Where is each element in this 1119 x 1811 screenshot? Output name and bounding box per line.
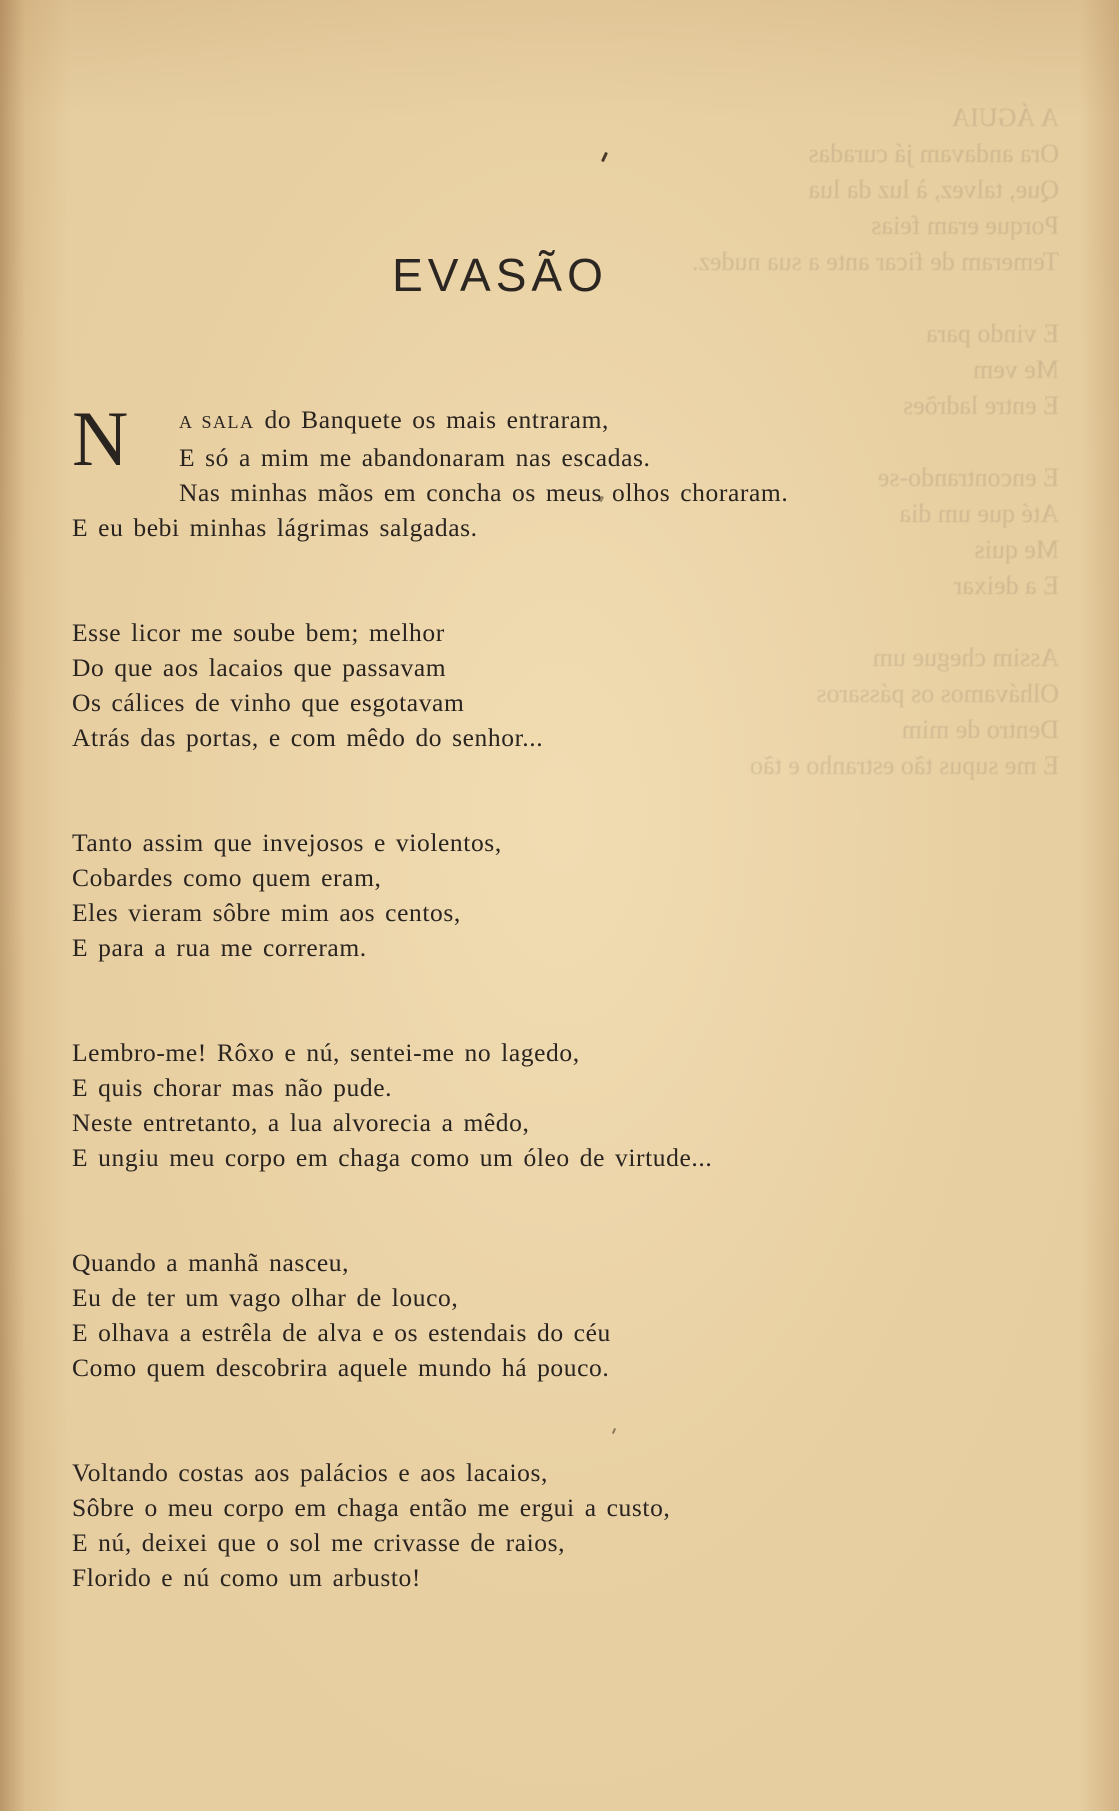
poem-line: Do que aos lacaios que passavam — [72, 653, 447, 682]
stanza — [72, 395, 1072, 545]
poem-line: Esse licor me soube bem; melhor — [72, 618, 445, 647]
poem-line: Tanto assim que invejosos e violentos, — [72, 828, 502, 857]
poem-line: E para a rua me correram. — [72, 933, 367, 962]
bleed-line: Me quis — [974, 535, 1059, 564]
poem-body — [72, 395, 1072, 1595]
bleed-line: Olhávamos os pássaros — [816, 679, 1059, 708]
bleed-line: Assim chegue um — [872, 643, 1059, 672]
stanza — [72, 1035, 1072, 1175]
small-caps-opening: A SALA — [179, 412, 255, 432]
bleed-line: E me supus tão estranho e tão — [749, 751, 1059, 780]
stanza — [72, 1455, 1072, 1595]
stanza — [72, 1245, 1072, 1385]
poem-line: Eu de ter um vago olhar de louco, — [72, 1283, 459, 1312]
poem-line: Neste entretanto, a lua alvorecia a mêdo, — [72, 1108, 530, 1137]
poem-line: Sôbre o meu corpo em chaga então me ergui a custo, — [72, 1493, 671, 1522]
bleed-line: Porque eram feias — [871, 211, 1059, 240]
poem-line: E nú, deixei que o sol me crivasse de raios, — [72, 1528, 566, 1557]
bleed-line: Temeram de ficar ante a sua nudez. — [691, 247, 1059, 276]
bleed-line: E vindo para — [926, 319, 1059, 348]
bleed-line: Dentro de mim — [901, 715, 1059, 744]
poem-line: Nas minhas mãos em concha os meus olhos choraram. — [179, 478, 789, 507]
poem-line: E eu bebi minhas lágrimas salgadas. — [72, 513, 478, 542]
bleed-line: Que, talvez, à luz da lua — [808, 175, 1059, 204]
poem-line: E olhava a estrêla de alva e os estendais do céu — [72, 1318, 611, 1347]
poem-line: E quis chorar mas não pude. — [72, 1073, 393, 1102]
poem-line: Atrás das portas, e com mêdo do senhor... — [72, 723, 544, 752]
poem-line: E só a mim me abandonaram nas escadas. — [179, 443, 651, 472]
poem-line: Como quem descobrira aquele mundo há pouco. — [72, 1353, 610, 1382]
poem-line: Eles vieram sôbre mim aos centos, — [72, 898, 461, 927]
poem-line — [72, 402, 1072, 440]
bleed-line: Ora andavam já curadas — [808, 139, 1059, 168]
bleed-line: E entre ladrões — [903, 391, 1059, 420]
poem-line-text: do Banquete os mais entraram, — [254, 405, 610, 434]
poem-line: Os cálices de vinho que esgotavam — [72, 688, 465, 717]
stanza — [72, 615, 1072, 755]
drop-cap: N — [72, 395, 129, 482]
bleed-line: E a deixar — [953, 571, 1059, 600]
stanza — [72, 825, 1072, 965]
bleed-line: Até que um dia — [899, 499, 1059, 528]
poem-line: Cobardes como quem eram, — [72, 863, 382, 892]
bleed-line: E encontrando-se — [877, 463, 1059, 492]
poem-title: EVASÃO — [392, 249, 608, 301]
poem-line: Quando a manhã nasceu, — [72, 1248, 350, 1277]
poem-line: Voltando costas aos palácios e aos lacaios, — [72, 1458, 549, 1487]
ink-speck — [601, 152, 608, 162]
bleed-line: Me vem — [973, 355, 1059, 384]
poem-line: E ungiu meu corpo em chaga como um óleo de virtude... — [72, 1143, 713, 1172]
poem-line: Florido e nú como um arbusto! — [72, 1563, 421, 1592]
poem-line: Lembro-me! Rôxo e nú, sentei-me no lagedo, — [72, 1038, 580, 1067]
bleed-line: A ÁGUIA — [951, 103, 1059, 132]
